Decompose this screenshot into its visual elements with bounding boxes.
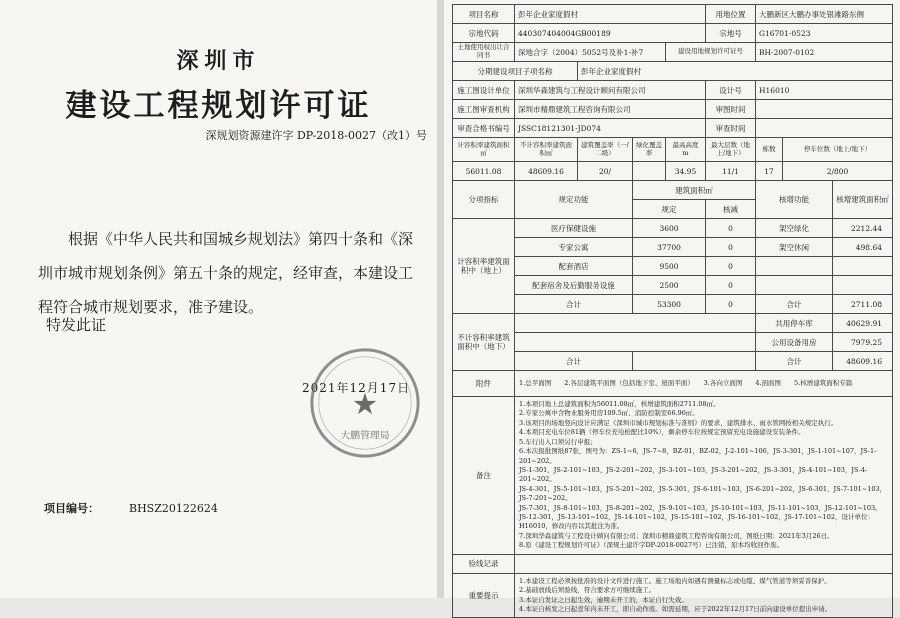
nfa-func: 公用设备用房 — [756, 333, 833, 352]
stat-header-green: 绿化覆盖率 — [633, 138, 666, 162]
remark-line: 3.该项目的场地竖向设计应满足《深圳市城市规划标准与准则》的要求，建筑排水、雨水管网按相关规定执行。 — [519, 418, 838, 427]
row-attachments — [453, 371, 893, 397]
city-heading: 深圳市 — [176, 48, 261, 74]
issuance-statement: 特发此证 — [46, 316, 107, 334]
area-row — [453, 219, 893, 238]
stat-value-coverage: 20/ — [578, 162, 633, 181]
label-cert: 审查合格书编号 — [453, 119, 515, 138]
remark-line: 8.原《建设工程规划许可证》（深规土建许字DP-2018-0027号）已注销，原本均收回作废。 — [519, 541, 784, 550]
remark-line: JS-7-301，JS-8-101~103，JS-8-201~202，JS-9-101~103，JS-10-101~103，JS-11-101~103，JS-12-101~103。 — [519, 503, 882, 512]
label-project-name: 项目名称 — [453, 5, 515, 24]
permit-detail-table — [452, 4, 893, 618]
nfa-row — [453, 333, 893, 352]
area-func: 专家公寓 — [515, 238, 633, 257]
approval-paragraph: 根据《中华人民共和国城乡规划法》第四十条和《深圳市城市规划条例》第五十条的规定，经审查，本建设工程符合城市规划要求，准予建设。 — [38, 230, 414, 316]
row-remarks — [453, 397, 893, 555]
area-row — [453, 238, 893, 257]
label-permit: 建设用地规划许可证号 — [666, 43, 756, 62]
stat-header-coverage: 建筑覆盖率（一/二级） — [578, 138, 633, 162]
area-row — [453, 257, 893, 276]
area-core-func: 架空绿化 — [756, 219, 833, 238]
stat-header-nfa: 不计容积率建筑面积㎡ — [515, 138, 578, 162]
seal-label: 大鹏管理局 — [340, 430, 390, 442]
area-core-area — [833, 276, 893, 295]
stat-value-floors: 11/1 — [706, 162, 756, 181]
area-core-func: 架空休闲 — [756, 238, 833, 257]
area-nfa-label: 不计容积率建筑面积中（地下） — [453, 314, 515, 371]
value-reviewer: 深圳市精鼎建筑工程咨询有限公司 — [515, 100, 706, 119]
nfa-total-value: 48609.16 — [833, 352, 893, 371]
stat-value-parking: 2/800 — [783, 162, 893, 181]
area-reduce: 0 — [706, 276, 756, 295]
area-func: 配套宿舍及后勤服务设施 — [515, 276, 633, 295]
value-location: 大鹏新区大鹏办事处银滩路东侧 — [756, 5, 893, 24]
remark-line: 2.专家公寓中含物业服务用房109.5㎡、消防控制室66.96㎡。 — [519, 409, 699, 418]
row-project-name — [453, 5, 893, 24]
check-text — [515, 554, 893, 573]
area-total-row — [453, 295, 893, 314]
stat-header-buildings: 栋数 — [756, 138, 783, 162]
area-func: 医疗保健设施 — [515, 219, 633, 238]
label-parcel-code: 宗地代码 — [453, 24, 515, 43]
value-project-name: 彭年企业家度假村 — [515, 5, 706, 24]
nfa-total-row — [453, 352, 893, 371]
label-contract: 土地使用权出让合同书 — [453, 43, 515, 62]
remark-line: 1.本项目地上总建筑面积为56011.08㎡，核增建筑面积2711.08㎡。 — [519, 400, 720, 408]
area-reduce: 0 — [706, 257, 756, 276]
area-total-reduce: 0 — [706, 295, 756, 314]
nfa-total-label-2: 合计 — [756, 352, 833, 371]
area-func-label: 规定功能 — [515, 181, 633, 219]
attachments-text: 1.总平面图 2.各层建筑平面图（包括地下室、屋面平面） 3.各向立面图 4.剖面图 5.核增建筑面积专篇 — [515, 371, 893, 397]
area-core-area-label: 核增建筑面积㎡ — [833, 181, 893, 219]
nfa-blank — [515, 333, 756, 352]
value-cert: JSSC18121301-JD074 — [515, 119, 706, 138]
remark-line: 5.车行出入口须另行申报； — [519, 437, 597, 446]
label-parcel-no: 宗地号 — [706, 24, 756, 43]
nfa-blank — [633, 352, 756, 371]
remark-line: 4.本项目充电车位81辆（停车位充电桩配比10%），剩余停车位按规定预留充电设施建设安装条件。 — [519, 428, 805, 437]
row-contract — [453, 43, 893, 62]
stat-value-height: 34.95 — [666, 162, 706, 181]
row-important — [453, 573, 893, 618]
remark-line: JS-4-301，JS-5-101~103，JS-5-201~202，JS-5-301，JS-6-101~103，JS-6-201~202，JS-6-301，JS-7-101~103，JS-7-201~202。 — [519, 484, 887, 503]
label-review-time: 审图时间 — [706, 100, 756, 119]
value-parcel-no: G16701-0523 — [756, 24, 893, 43]
label-design-no: 设计号 — [706, 81, 756, 100]
value-cert-time — [756, 119, 893, 138]
area-reduce-label: 核减 — [706, 200, 756, 219]
value-phase: 彭年企业家度假村 — [578, 62, 893, 81]
area-core-func-label: 核增功能 — [756, 181, 833, 219]
area-index-label: 分项指标 — [453, 181, 515, 219]
important-line: 1.本建设工程必须按批准的设计文件进行施工。施工场地内如遇有测量标志或电缆、煤气管道等须妥善保护。 — [519, 576, 831, 585]
area-reduce: 0 — [706, 219, 756, 238]
label-phase: 分期建设项目子项名称 — [453, 62, 578, 81]
important-line: 2.基础放线后须验线，符合要求方可继续施工。 — [519, 586, 656, 595]
area-func: 配套酒店 — [515, 257, 633, 276]
area-core-area: 2212.44 — [833, 219, 893, 238]
nfa-total-label: 合计 — [515, 352, 633, 371]
permit-title: 建设工程规划许可证 — [65, 88, 372, 124]
row-reviewer — [453, 100, 893, 119]
nfa-value: 40629.91 — [833, 314, 893, 333]
area-total-spec: 53300 — [633, 295, 706, 314]
area-total-label: 合计 — [515, 295, 633, 314]
nfa-value: 7979.25 — [833, 333, 893, 352]
value-permit: BH-2007-0102 — [756, 43, 893, 62]
stat-value-green — [633, 162, 666, 181]
remark-line: 7.深圳华森建筑与工程设计顾问有限公司；深圳市精鼎建筑工程咨询有限公司，图纸日期：2021年3月26日。 — [519, 531, 834, 540]
project-number — [44, 500, 218, 516]
stat-header-parking: 停车位数（地上/地下） — [783, 138, 893, 162]
remark-line: 6.本次报批图纸87张，图号为：ZS-1~6，JS-7~8，BZ-01，BZ-02，J-2-101~106，JS-3-301，JS-1-101~107，JS-1-201~202。 — [519, 447, 877, 465]
row-designer — [453, 81, 893, 100]
remark-line: JS-1-301，JS-2-101~103，JS-2-201~202，JS-3-101~103，JS-3-201~202，JS-3-301，JS-4-101~103，JS-4-201~202。 — [519, 465, 868, 484]
remark-line: JS-12-301，JS-13-101~102，JS-14-101~102，JS-15-101~102，JS-16-101~102，JS-17-101~102，设计单位：H16010，修改内容以其批注为准。 — [519, 513, 874, 531]
page-gutter — [437, 0, 444, 598]
area-core-area: 498.64 — [833, 238, 893, 257]
row-stats-headers — [453, 138, 893, 162]
label-cert-time: 审查时间 — [706, 119, 756, 138]
important-line: 3.本证自发证之日起生效，逾期未开工的，本证自行失效。 — [519, 595, 688, 604]
row-parcel-code — [453, 24, 893, 43]
seal-star: ★ — [351, 386, 379, 421]
area-reduce: 0 — [706, 238, 756, 257]
row-cert — [453, 119, 893, 138]
document-number: 深规划资源建许字 DP-2018-0027（改1）号 — [205, 129, 427, 142]
label-location: 用地位置 — [706, 5, 756, 24]
project-number-value: BHSZ20122624 — [129, 502, 218, 515]
area-spec: 37700 — [633, 238, 706, 257]
area-spec: 3600 — [633, 219, 706, 238]
area-total-core: 2711.08 — [833, 295, 893, 314]
stat-header-height: 最高高度 m — [666, 138, 706, 162]
row-stats-values — [453, 162, 893, 181]
stat-value-nfa: 48609.16 — [515, 162, 578, 181]
stat-value-buildings: 17 — [756, 162, 783, 181]
area-row — [453, 276, 893, 295]
nfa-func: 共用停车库 — [756, 314, 833, 333]
remarks-label: 备注 — [453, 397, 515, 555]
nfa-row — [453, 314, 893, 333]
area-spec: 2500 — [633, 276, 706, 295]
value-design-no: H16010 — [756, 81, 893, 100]
row-phase — [453, 62, 893, 81]
area-core-area — [833, 257, 893, 276]
important-line: 4.本证自核发之日起壹年内未开工，即自动作废。如需延期，应于2022年12月17日前向建设单位提出申请。 — [519, 605, 832, 614]
issue-date: 2021年12月17日 — [302, 381, 411, 395]
project-number-label: 项目编号： — [44, 502, 99, 515]
label-reviewer: 施工图审查机构 — [453, 100, 515, 119]
row-check — [453, 554, 893, 573]
stat-header-floors: 最大层数（地上/地下） — [706, 138, 756, 162]
label-designer: 施工图设计单位 — [453, 81, 515, 100]
check-label: 验线记录 — [453, 554, 515, 573]
value-contract: 深地合字（2004）5052号及补1-补7 — [515, 43, 666, 62]
area-core-func — [756, 276, 833, 295]
remarks-text — [515, 397, 893, 555]
value-parcel-code: 440307404004GB00189 — [515, 24, 706, 43]
value-designer: 深圳华森建筑与工程设计顾问有限公司 — [515, 81, 706, 100]
area-fa-label: 计容积率建筑面积中（地上） — [453, 219, 515, 314]
area-core-func — [756, 257, 833, 276]
value-review-time — [756, 100, 893, 119]
row-area-header — [453, 181, 893, 200]
stat-value-fa: 56011.08 — [453, 162, 515, 181]
area-area-label: 建筑面积㎡ — [633, 181, 756, 200]
area-spec: 9500 — [633, 257, 706, 276]
attachments-label: 附件 — [453, 371, 515, 397]
stat-header-fa: 计容积率建筑面积㎡ — [453, 138, 515, 162]
official-seal — [306, 344, 424, 462]
area-total-core-label: 合计 — [756, 295, 833, 314]
important-label: 重要提示 — [453, 573, 515, 618]
permit-cover-page — [0, 0, 437, 598]
important-text — [515, 573, 893, 618]
nfa-blank — [515, 314, 756, 333]
area-spec-label: 规定 — [633, 200, 706, 219]
